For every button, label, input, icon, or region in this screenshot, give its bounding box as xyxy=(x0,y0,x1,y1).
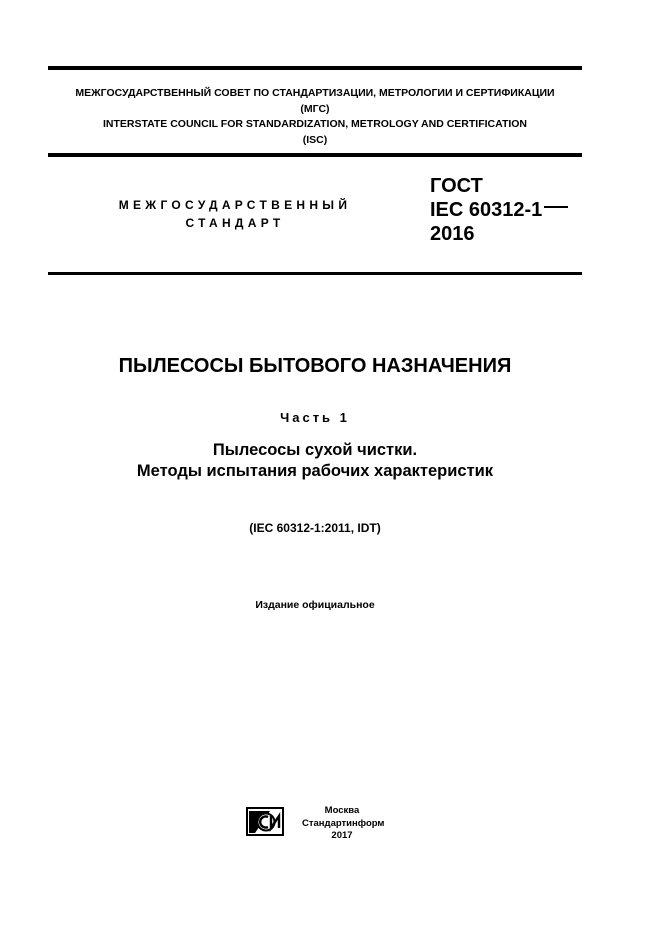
council-abbr-ru: (МГС) xyxy=(300,102,330,115)
part-number: Часть 1 xyxy=(280,410,350,425)
gost-year: 2016 xyxy=(430,223,475,245)
gost-label: ГОСТ xyxy=(430,175,483,197)
publisher-name: Стандартинформ xyxy=(302,817,385,829)
top-rule xyxy=(48,66,582,70)
gost-designation xyxy=(430,174,568,246)
publisher-city: Москва xyxy=(324,805,360,816)
subtitle-line1: Пылесосы сухой чистки. xyxy=(212,441,418,459)
gost-number-line xyxy=(430,198,568,222)
publisher-block xyxy=(302,805,385,843)
standard-type xyxy=(90,196,380,232)
iec-reference: (IEC 60312-1:2011, IDT) xyxy=(249,521,381,535)
council-header xyxy=(48,86,582,148)
dash-mark xyxy=(544,206,568,208)
document-title: ПЫЛЕСОСЫ БЫТОВОГО НАЗНАЧЕНИЯ xyxy=(118,355,512,377)
gost-number: IEC 60312-1 xyxy=(430,199,543,221)
standard-type-line1: МЕЖГОСУДАРСТВЕННЫЙ xyxy=(118,198,352,212)
document-subtitle xyxy=(0,440,630,482)
publisher-year: 2017 xyxy=(331,830,353,841)
standartinform-logo-icon xyxy=(246,807,284,836)
designation-rule xyxy=(48,272,582,275)
council-name-ru: МЕЖГОСУДАРСТВЕННЫЙ СОВЕТ ПО СТАНДАРТИЗАЦИИ, МЕТРОЛОГИИ И СЕРТИФИКАЦИИ xyxy=(75,87,555,99)
header-rule xyxy=(48,153,582,157)
council-abbr-en: (ISC) xyxy=(302,133,328,146)
edition-note: Издание официальное xyxy=(255,599,375,611)
subtitle-line2: Методы испытания рабочих характеристик xyxy=(136,462,494,480)
council-name-en: INTERSTATE COUNCIL FOR STANDARDIZATION, METROLOGY AND CERTIFICATION xyxy=(102,118,528,130)
standard-type-line2: СТАНДАРТ xyxy=(185,216,285,230)
